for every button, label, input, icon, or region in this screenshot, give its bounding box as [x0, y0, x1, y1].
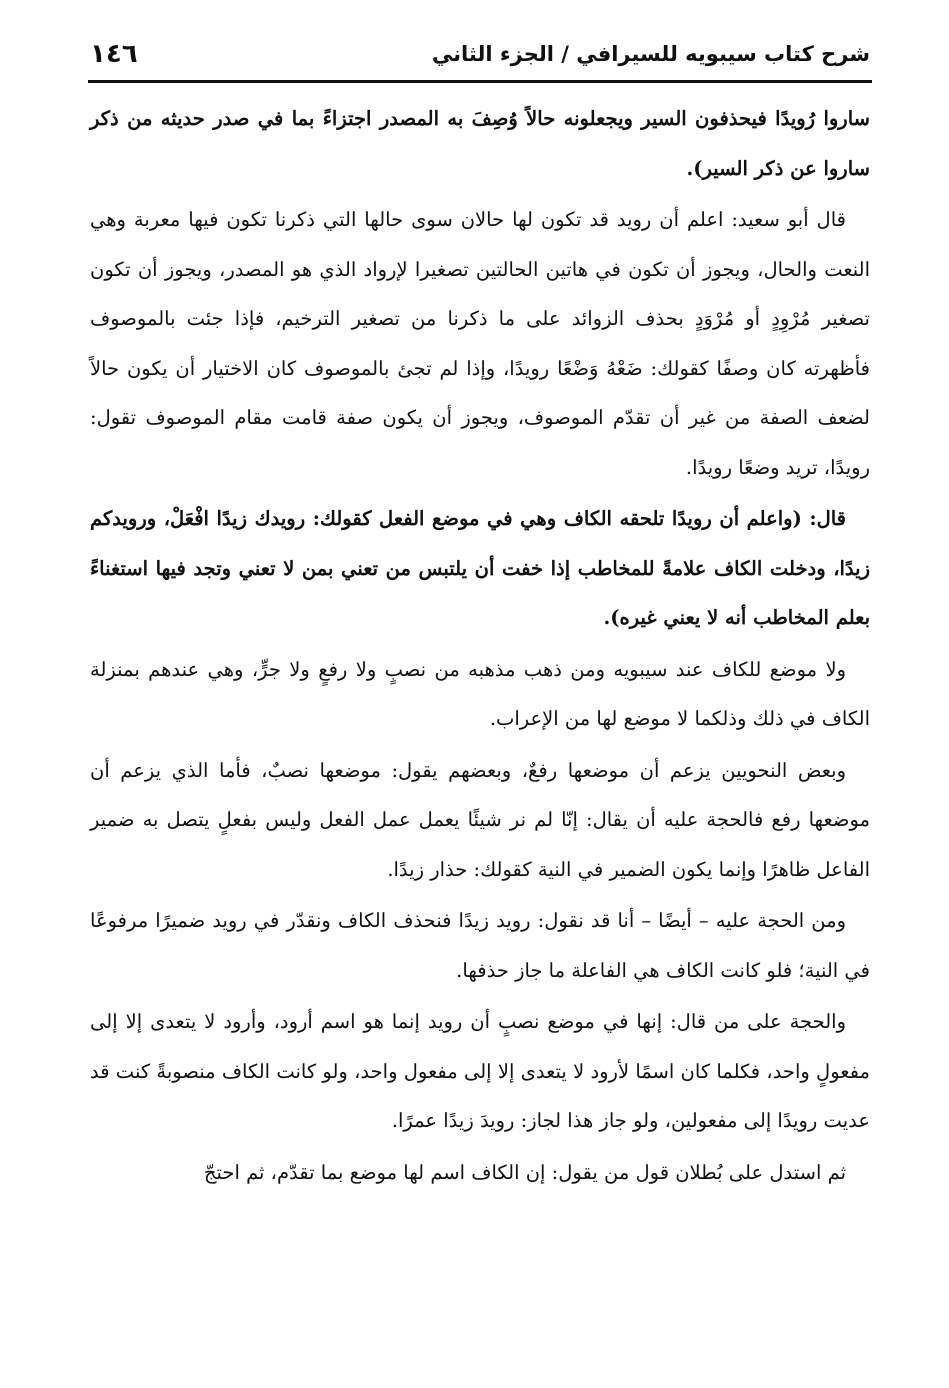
page-body: [90, 94, 870, 1199]
paragraph: ساروا رُويدًا فيحذفون السير ويجعلونه حالاً وُصِفَ به المصدر اجتزاءً بما في صدر حديثه من ذكر ساروا عن ذكر السير).: [90, 107, 870, 180]
paragraph: ومن الحجة عليه – أيضًا – أنا قد نقول: رويد زيدًا فنحذف الكاف ونقدّر في رويد ضميرًا مرفوعًا في النية؛ فلو كانت الكاف هي الفاعلة ما جاز حذفها.: [90, 909, 870, 982]
paragraph: ثم استدل على بُطلان قول من يقول: إن الكاف اسم لها موضع بما تقدّم، ثم احتجّ: [203, 1160, 846, 1184]
paragraph: والحجة على من قال: إنها في موضع نصبٍ أن رويد إنما هو اسم أرود، وأرود لا يتعدى إلا إلى مفعولٍ واحد، فكلما كان اسمًا لأرود لا يتعدى إلا إلى مفعول واحد، ولو كانت الكاف منصوبةً كنت قد عديت رويدًا إلى مفعولين، ولو جاز هذا لجاز: رويدَ زيدًا عمرًا.: [90, 1010, 870, 1132]
page-number: ١٤٦: [90, 39, 138, 69]
paragraph: قال: (واعلم أن رويدًا تلحقه الكاف وهي في موضع الفعل كقولك: رويدك زيدًا افْعَلْ، ورويدكم زيدًا، ودخلت الكاف علامةً للمخاطب إذا خفت أن يلتبس من تعني بمن لا تعني وتجد فيها استغناءً بعلم المخاطب أنه لا يعني غيره).: [90, 507, 870, 629]
page-header: [90, 30, 870, 78]
header-rule: [88, 80, 872, 83]
paragraph: ولا موضع للكاف عند سيبويه ومن ذهب مذهبه من نصبٍ ولا رفعٍ ولا جرٍّ، وهي عندهم بمنزلة الكاف في ذلك وذلكما لا موضع لها من الإعراب.: [90, 657, 870, 730]
paragraph: وبعض النحويين يزعم أن موضعها رفعٌ، وبعضهم يقول: موضعها نصبٌ، فأما الذي يزعم أن موضعها رفع فالحجة عليه أن يقال: إنّا لم نر شيئًا يعمل عمل الفعل وليس بفعلٍ يتصل به ضمير الفاعل ظاهرًا وإنما يكون الضمير في النية كقولك: حذار زيدًا.: [90, 758, 870, 881]
paragraph: قال أبو سعيد: اعلم أن رويد قد تكون لها حالان سوى حالها التي ذكرنا تكون فيها معربة وهي النعت والحال، ويجوز أن تكون في هاتين الحالتين تصغيرا لإرواد الذي هو المصدر، ويجوز أن تكون تصغير مُرْوِدٍ أو مُرْوَدٍ بحذف الزوائد على ما ذكرنا من تصغير الترخيم، فإذا جئت بالموصوف فأظهرته كان وصفًا كقولك: ضَعْهُ وَضْعًا رويدًا، وإذا لم تجئ بالموصوف كان الاختيار أن يكون حالاً لضعف الصفة من غير أن تقدّم الموصوف، ويجوز أن يكون صفة قامت مقام الموصوف تقول: رويدًا، تريد وضعًا رويدًا.: [90, 208, 870, 479]
running-title: شرح كتاب سيبويه للسيرافي / الجزء الثاني: [431, 42, 870, 66]
